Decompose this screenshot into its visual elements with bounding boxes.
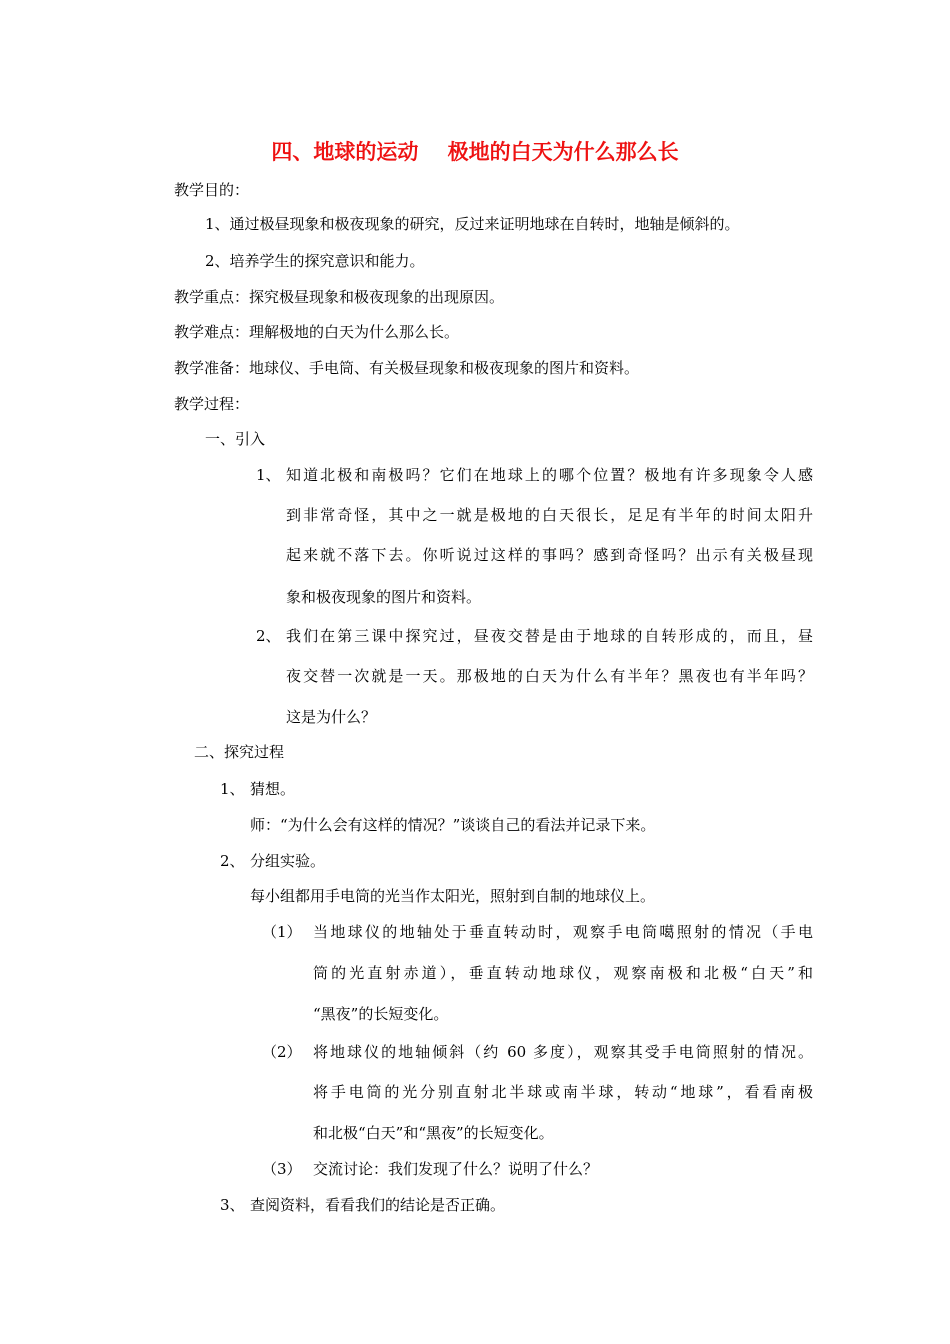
subitem-2-line: 将地球仪的地轴倾斜（约 60 多度），观察其受手电筒照射的情况。 [313, 1043, 813, 1061]
intro-item-2-line: 我们在第三课中探究过，昼夜交替是由于地球的自转形成的，而且，昼 [286, 627, 813, 645]
step2-number: 2、 [220, 852, 245, 870]
subitem-1-line: 当地球仪的地轴处于垂直转动时，观察手电筒噶照射的情况（手电 [313, 923, 813, 941]
step2-text: 每小组都用手电筒的光当作太阳光，照射到自制的地球仪上。 [250, 887, 656, 905]
difficulty: 教学难点：理解极地的白天为什么那么长。 [174, 323, 460, 341]
intro-item-1-number: 1、 [256, 466, 281, 484]
step3-label: 查阅资料，看看我们的结论是否正确。 [250, 1196, 506, 1214]
subitem-3-line: 交流讨论：我们发现了什么？说明了什么？ [313, 1160, 599, 1178]
step1-label: 猜想。 [250, 780, 296, 798]
process-label: 教学过程： [174, 395, 250, 413]
step2-label: 分组实验。 [250, 852, 326, 870]
objective-item-1: 1、通过极昼现象和极夜现象的研究，反过来证明地球在自转时，地轴是倾斜的。 [205, 215, 740, 233]
subitem-2-line: 和北极“白天”和“黑夜”的长短变化。 [313, 1124, 554, 1142]
intro-item-2-line: 夜交替一次就是一天。那极地的白天为什么有半年？黑夜也有半年吗？ [286, 667, 813, 685]
intro-item-1-line: 起来就不落下去。你听说过这样的事吗？感到奇怪吗？出示有关极昼现 [286, 546, 813, 564]
intro-item-1-line: 象和极夜现象的图片和资料。 [286, 588, 482, 606]
intro-item-1-line: 到非常奇怪，其中之一就是极地的白天很长，足足有半年的时间太阳升 [286, 506, 813, 524]
step1-text: 师：“为什么会有这样的情况？”谈谈自己的看法并记录下来。 [250, 816, 656, 834]
key-point: 教学重点：探究极昼现象和极夜现象的出现原因。 [174, 288, 505, 306]
intro-item-2-number: 2、 [256, 627, 281, 645]
section2-heading: 二、探究过程 [194, 743, 285, 761]
page-title: 四、地球的运动 极地的白天为什么那么长 [271, 140, 679, 164]
step1-number: 1、 [220, 780, 245, 798]
objective-item-2: 2、培养学生的探究意识和能力。 [205, 252, 425, 270]
subitem-2-number: （2） [262, 1043, 302, 1061]
step3-number: 3、 [220, 1196, 245, 1214]
subitem-1-number: （1） [262, 923, 302, 941]
subitem-3-number: （3） [262, 1160, 302, 1178]
subitem-2-line: 将手电筒的光分别直射北半球或南半球，转动“地球”，看看南极 [313, 1083, 813, 1101]
objectives-label: 教学目的： [174, 181, 250, 199]
intro-item-2-line: 这是为什么？ [286, 708, 377, 726]
subitem-1-line: “黑夜”的长短变化。 [313, 1005, 449, 1023]
subitem-1-line: 筒的光直射赤道），垂直转动地球仪，观察南极和北极“白天”和 [313, 964, 813, 982]
intro-item-1-line: 知道北极和南极吗？它们在地球上的哪个位置？极地有许多现象令人感 [286, 466, 813, 484]
preparation: 教学准备：地球仪、手电筒、有关极昼现象和极夜现象的图片和资料。 [174, 359, 640, 377]
section1-heading: 一、引入 [205, 430, 266, 448]
